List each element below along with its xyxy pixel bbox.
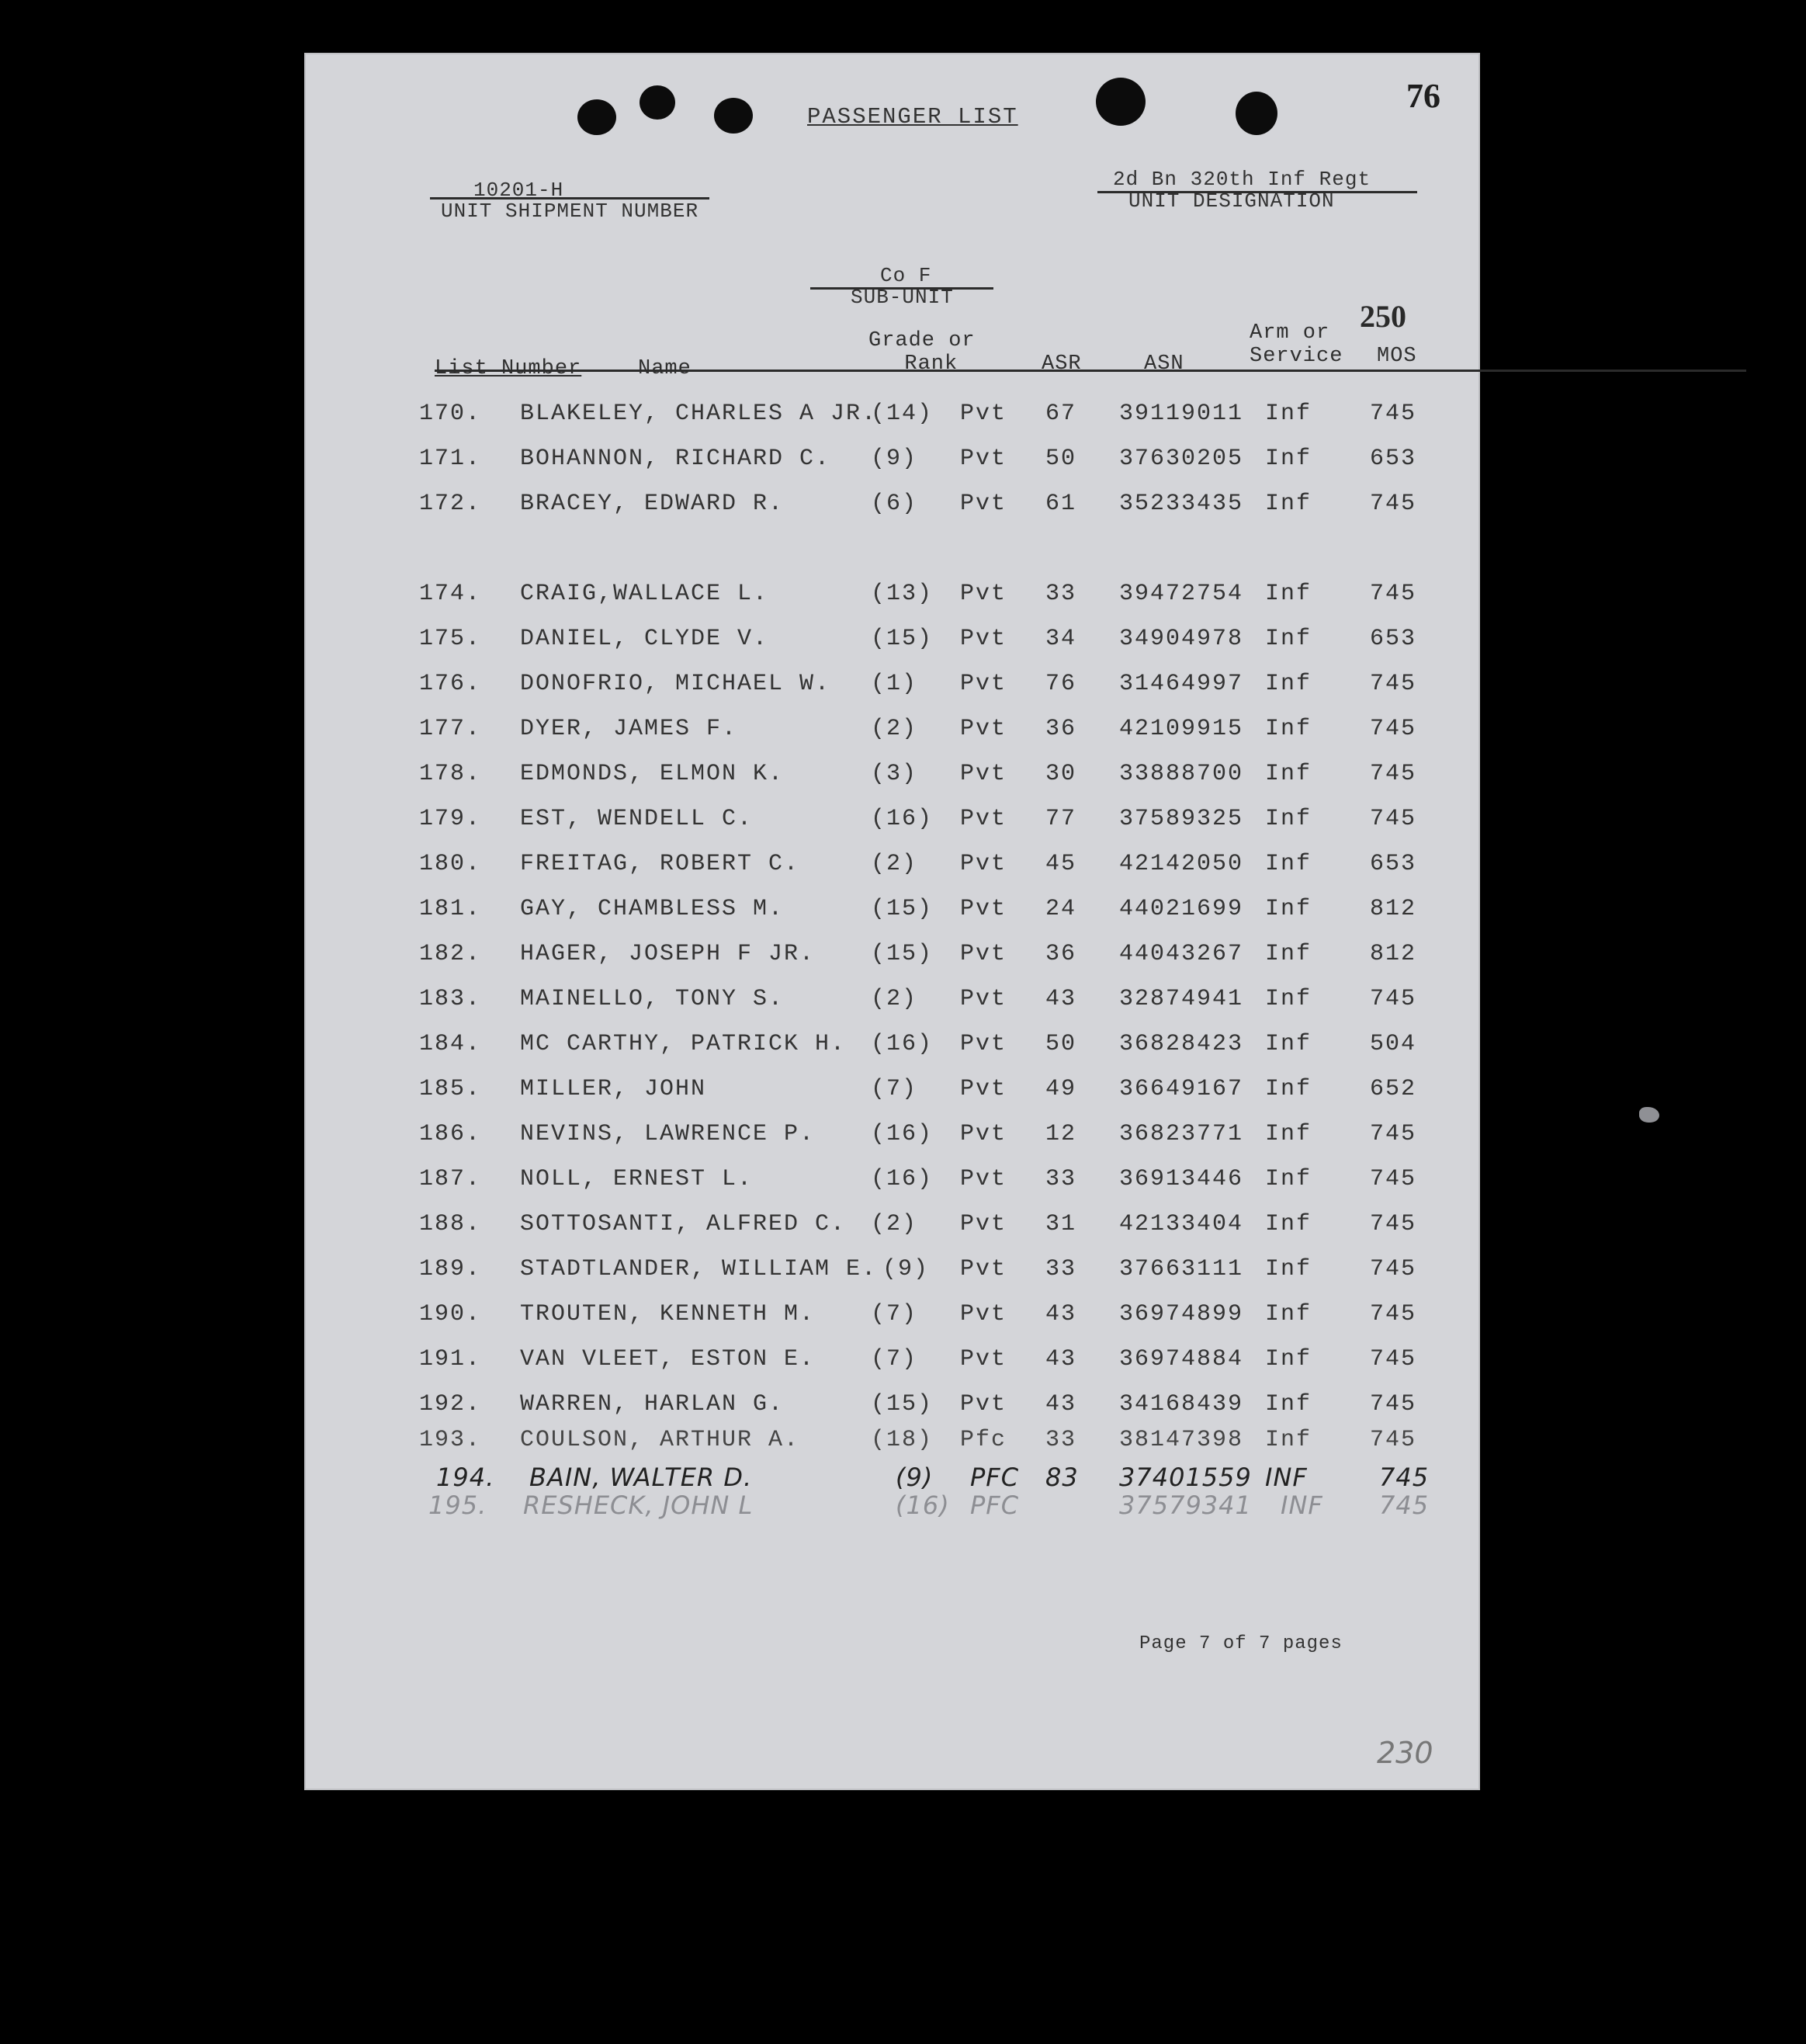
cell-list-number: 191. xyxy=(419,1346,482,1372)
sub-unit-value: Co F xyxy=(810,264,993,290)
cell-arm: Inf xyxy=(1265,1256,1312,1282)
sub-unit-label: SUB-UNIT xyxy=(851,286,954,309)
cell-arm: INF xyxy=(1281,1490,1323,1520)
cell-mos: 653 xyxy=(1370,626,1417,652)
cell-arm: Inf xyxy=(1265,1346,1312,1372)
cell-mos: 745 xyxy=(1370,1427,1417,1453)
table-row xyxy=(304,1166,1480,1197)
cell-grade: (15) xyxy=(871,1391,934,1418)
col-header-asr: ASR xyxy=(1042,352,1082,376)
cell-list-number: 181. xyxy=(419,896,482,922)
shipment-number-label: UNIT SHIPMENT NUMBER xyxy=(430,197,709,224)
cell-grade: (9) xyxy=(896,1463,934,1492)
cell-asr: 43 xyxy=(1045,1301,1077,1327)
cell-rank: Pvt xyxy=(960,941,1007,967)
cell-arm: Inf xyxy=(1265,986,1312,1012)
cell-name: DANIEL, CLYDE V. xyxy=(520,626,769,652)
table-row xyxy=(304,1427,1480,1458)
cell-mos: 745 xyxy=(1370,491,1417,517)
cell-rank: Pvt xyxy=(960,986,1007,1012)
cell-name: NOLL, ERNEST L. xyxy=(520,1166,754,1192)
cell-asr: 33 xyxy=(1045,1427,1077,1453)
cell-list-number: 195. xyxy=(428,1490,487,1520)
cell-list-number: 177. xyxy=(419,716,482,742)
col-header-grade xyxy=(868,329,976,376)
cell-rank: Pvt xyxy=(960,401,1007,427)
scan-smudge xyxy=(1639,1107,1659,1123)
table-row-handwritten xyxy=(304,1490,1480,1522)
cell-mos: 745 xyxy=(1370,1346,1417,1372)
cell-arm: Inf xyxy=(1265,761,1312,787)
cell-asn: 31464997 xyxy=(1119,671,1244,697)
cell-arm: Inf xyxy=(1265,1166,1312,1192)
cell-mos: 745 xyxy=(1370,716,1417,742)
cell-arm: Inf xyxy=(1265,581,1312,607)
cell-list-number: 170. xyxy=(419,401,482,427)
cell-list-number: 188. xyxy=(419,1211,482,1237)
header-rule xyxy=(435,370,1746,372)
cell-asn: 33888700 xyxy=(1119,761,1244,787)
cell-name: NEVINS, LAWRENCE P. xyxy=(520,1121,816,1147)
cell-mos: 504 xyxy=(1370,1031,1417,1057)
cell-arm: Inf xyxy=(1265,671,1312,697)
cell-arm: Inf xyxy=(1265,716,1312,742)
cell-list-number: 172. xyxy=(419,491,482,517)
cell-asn: 38147398 xyxy=(1119,1427,1244,1453)
table-row xyxy=(304,671,1480,702)
cell-asr: 36 xyxy=(1045,941,1077,967)
cell-asr: 43 xyxy=(1045,1391,1077,1418)
cell-name: HAGER, JOSEPH F JR. xyxy=(520,941,816,967)
cell-arm: Inf xyxy=(1265,896,1312,922)
cell-grade: (18) xyxy=(871,1427,934,1453)
cell-grade: (15) xyxy=(871,626,934,652)
punch-hole xyxy=(1096,78,1146,126)
shipment-number-value: 10201-H xyxy=(473,179,564,202)
cell-list-number: 171. xyxy=(419,446,482,472)
cell-name: MC CARTHY, PATRICK H. xyxy=(520,1031,847,1057)
cell-asr: 43 xyxy=(1045,986,1077,1012)
cell-mos: 745 xyxy=(1370,1301,1417,1327)
cell-asr: 30 xyxy=(1045,761,1077,787)
page-stamp: 76 xyxy=(1406,77,1440,115)
cell-asn: 36913446 xyxy=(1119,1166,1244,1192)
cell-name: DONOFRIO, MICHAEL W. xyxy=(520,671,831,697)
punch-hole xyxy=(714,98,753,134)
cell-asr: 50 xyxy=(1045,446,1077,472)
cell-grade: (16) xyxy=(871,806,934,832)
cell-mos: 812 xyxy=(1370,896,1417,922)
cell-arm: Inf xyxy=(1265,941,1312,967)
cell-rank: Pvt xyxy=(960,446,1007,472)
cell-grade: (2) xyxy=(871,1211,918,1237)
cell-mos: 653 xyxy=(1370,851,1417,877)
cell-grade: (7) xyxy=(871,1346,918,1372)
table-row xyxy=(304,1391,1480,1422)
cell-mos: 745 xyxy=(1370,1391,1417,1418)
cell-arm: Inf xyxy=(1265,1031,1312,1057)
cell-arm: Inf xyxy=(1265,1391,1312,1418)
cell-grade: (16) xyxy=(871,1121,934,1147)
cell-rank: Pvt xyxy=(960,1346,1007,1372)
cell-arm: Inf xyxy=(1265,491,1312,517)
cell-mos: 745 xyxy=(1370,986,1417,1012)
unit-designation-value: 2d Bn 320th Inf Regt xyxy=(1097,168,1417,193)
table-row-handwritten xyxy=(304,1463,1480,1494)
cell-list-number: 192. xyxy=(419,1391,482,1418)
cell-mos: 745 xyxy=(1370,581,1417,607)
cell-rank: Pvt xyxy=(960,1301,1007,1327)
cell-grade: (15) xyxy=(871,941,934,967)
table-row xyxy=(304,941,1480,972)
cell-rank: Pvt xyxy=(960,1211,1007,1237)
passenger-list-document xyxy=(304,53,1480,1790)
cell-asr: 12 xyxy=(1045,1121,1077,1147)
col-header-list-number: List Number xyxy=(435,357,582,380)
cell-grade: (2) xyxy=(871,716,918,742)
unit-designation-label: UNIT DESIGNATION xyxy=(1128,189,1335,213)
cell-asr: 50 xyxy=(1045,1031,1077,1057)
document-title: PASSENGER LIST xyxy=(807,104,1018,130)
cell-mos: 745 xyxy=(1379,1463,1430,1492)
cell-asn: 37589325 xyxy=(1119,806,1244,832)
cell-name: GAY, CHAMBLESS M. xyxy=(520,896,785,922)
cell-rank: Pvt xyxy=(960,1256,1007,1282)
cell-asr: 77 xyxy=(1045,806,1077,832)
cell-asn: 37663111 xyxy=(1119,1256,1244,1282)
cell-grade: (15) xyxy=(871,896,934,922)
cell-rank: Pvt xyxy=(960,1031,1007,1057)
cell-asn: 36974899 xyxy=(1119,1301,1244,1327)
table-row xyxy=(304,1346,1480,1377)
cell-name: WARREN, HARLAN G. xyxy=(520,1391,785,1418)
table-row xyxy=(304,986,1480,1017)
cell-arm: Inf xyxy=(1265,1076,1312,1102)
cell-grade: (6) xyxy=(871,491,918,517)
cell-asn: 39119011 xyxy=(1119,401,1244,427)
table-row xyxy=(304,851,1480,882)
cell-list-number: 190. xyxy=(419,1301,482,1327)
cell-asn: 34904978 xyxy=(1119,626,1244,652)
cell-grade: (16) xyxy=(871,1031,934,1057)
cell-asn: 36823771 xyxy=(1119,1121,1244,1147)
cell-asr: 36 xyxy=(1045,716,1077,742)
cell-asn: 37579341 xyxy=(1119,1490,1252,1520)
col-header-grade-line1: Grade or xyxy=(868,329,976,352)
cell-rank: Pvt xyxy=(960,896,1007,922)
cell-list-number: 175. xyxy=(419,626,482,652)
cell-name: STADTLANDER, WILLIAM E. xyxy=(520,1256,878,1282)
col-header-arm xyxy=(1250,321,1343,368)
cell-rank: Pvt xyxy=(960,626,1007,652)
cell-grade: (3) xyxy=(871,761,918,787)
punch-hole xyxy=(1236,92,1277,135)
cell-asn: 44021699 xyxy=(1119,896,1244,922)
col-header-grade-line2: Rank xyxy=(904,352,958,376)
cell-list-number: 185. xyxy=(419,1076,482,1102)
cell-mos: 745 xyxy=(1370,761,1417,787)
cell-asr: 33 xyxy=(1045,581,1077,607)
cell-grade: (14) xyxy=(871,401,934,427)
punch-hole xyxy=(577,99,616,135)
cell-arm: Inf xyxy=(1265,1427,1312,1453)
cell-arm: Inf xyxy=(1265,1301,1312,1327)
cell-grade: (2) xyxy=(871,986,918,1012)
cell-asn: 36974884 xyxy=(1119,1346,1244,1372)
cell-grade: (16) xyxy=(896,1490,950,1520)
cell-rank: Pvt xyxy=(960,806,1007,832)
count-stamp: 250 xyxy=(1360,299,1406,334)
table-row xyxy=(304,1301,1480,1332)
page-number-footer: Page 7 of 7 pages xyxy=(1139,1633,1343,1654)
cell-name: MAINELLO, TONY S. xyxy=(520,986,785,1012)
cell-mos: 745 xyxy=(1370,1256,1417,1282)
cell-rank: Pvt xyxy=(960,1121,1007,1147)
cell-asr: 45 xyxy=(1045,851,1077,877)
table-row xyxy=(304,446,1480,477)
cell-list-number: 178. xyxy=(419,761,482,787)
punch-hole xyxy=(640,85,675,120)
cell-rank: Pvt xyxy=(960,491,1007,517)
cell-asn: 39472754 xyxy=(1119,581,1244,607)
cell-arm: Inf xyxy=(1265,626,1312,652)
cell-asr: 76 xyxy=(1045,671,1077,697)
cell-rank: Pvt xyxy=(960,581,1007,607)
cell-asr: 33 xyxy=(1045,1166,1077,1192)
cell-rank: Pvt xyxy=(960,671,1007,697)
cell-asn: 36649167 xyxy=(1119,1076,1244,1102)
cell-asr: 43 xyxy=(1045,1346,1077,1372)
cell-asr: 31 xyxy=(1045,1211,1077,1237)
cell-list-number: 186. xyxy=(419,1121,482,1147)
cell-arm: Inf xyxy=(1265,806,1312,832)
cell-arm: Inf xyxy=(1265,401,1312,427)
cell-grade: (7) xyxy=(871,1076,918,1102)
cell-asr: 33 xyxy=(1045,1256,1077,1282)
cell-mos: 745 xyxy=(1370,671,1417,697)
cell-list-number: 182. xyxy=(419,941,482,967)
cell-name: COULSON, ARTHUR A. xyxy=(520,1427,800,1453)
cell-asr: 49 xyxy=(1045,1076,1077,1102)
table-row xyxy=(304,1031,1480,1062)
cell-asn: 42142050 xyxy=(1119,851,1244,877)
cell-asn: 37630205 xyxy=(1119,446,1244,472)
col-header-mos: MOS xyxy=(1377,345,1417,368)
table-row xyxy=(304,806,1480,837)
cell-name: MILLER, JOHN xyxy=(520,1076,707,1102)
cell-list-number: 176. xyxy=(419,671,482,697)
col-header-arm-line1: Arm or xyxy=(1250,321,1330,345)
cell-arm: Inf xyxy=(1265,446,1312,472)
cell-name: BAIN, WALTER D. xyxy=(529,1463,753,1492)
col-header-asn: ASN xyxy=(1144,352,1184,376)
table-row xyxy=(304,626,1480,657)
cell-name: RESHECK, JOHN L xyxy=(523,1490,754,1520)
cell-mos: 652 xyxy=(1370,1076,1417,1102)
cell-rank: PFC xyxy=(970,1490,1020,1520)
cell-arm: INF xyxy=(1265,1463,1308,1492)
cell-list-number: 183. xyxy=(419,986,482,1012)
cell-name: DYER, JAMES F. xyxy=(520,716,738,742)
cell-list-number: 189. xyxy=(419,1256,482,1282)
cell-asn: 32874941 xyxy=(1119,986,1244,1012)
cell-list-number: 184. xyxy=(419,1031,482,1057)
cell-rank: Pvt xyxy=(960,1166,1007,1192)
cell-name: VAN VLEET, ESTON E. xyxy=(520,1346,816,1372)
cell-grade: (16) xyxy=(871,1166,934,1192)
col-header-arm-line2: Service xyxy=(1250,345,1343,368)
cell-list-number: 193. xyxy=(419,1427,482,1453)
cell-arm: Inf xyxy=(1265,1211,1312,1237)
cell-asr: 67 xyxy=(1045,401,1077,427)
cell-mos: 745 xyxy=(1370,806,1417,832)
table-row xyxy=(304,1211,1480,1242)
cell-list-number: 194. xyxy=(436,1463,495,1492)
cell-list-number: 180. xyxy=(419,851,482,877)
cell-name: SOTTOSANTI, ALFRED C. xyxy=(520,1211,847,1237)
table-row xyxy=(304,761,1480,792)
cell-rank: Pvt xyxy=(960,761,1007,787)
cell-asr: 83 xyxy=(1045,1463,1079,1492)
cell-name: BOHANNON, RICHARD C. xyxy=(520,446,831,472)
col-header-name: Name xyxy=(638,357,692,380)
cell-asn: 42109915 xyxy=(1119,716,1244,742)
cell-rank: Pfc xyxy=(960,1427,1007,1453)
cell-asn: 35233435 xyxy=(1119,491,1244,517)
table-row xyxy=(304,1256,1480,1287)
cell-mos: 745 xyxy=(1370,1121,1417,1147)
cell-grade: (13) xyxy=(871,581,934,607)
cell-rank: Pvt xyxy=(960,1076,1007,1102)
cell-mos: 745 xyxy=(1370,1166,1417,1192)
table-row xyxy=(304,716,1480,747)
cell-mos: 653 xyxy=(1370,446,1417,472)
cell-grade: (7) xyxy=(871,1301,918,1327)
cell-mos: 745 xyxy=(1370,401,1417,427)
cell-name: CRAIG,WALLACE L. xyxy=(520,581,769,607)
cell-asn: 37401559 xyxy=(1119,1463,1252,1492)
cell-grade: (9) xyxy=(871,446,918,472)
cell-list-number: 187. xyxy=(419,1166,482,1192)
cell-grade: (1) xyxy=(871,671,918,697)
pencil-annotation: 230 xyxy=(1377,1736,1433,1770)
cell-rank: Pvt xyxy=(960,851,1007,877)
cell-rank: PFC xyxy=(970,1463,1020,1492)
table-row xyxy=(304,491,1480,522)
table-row xyxy=(304,581,1480,612)
table-row xyxy=(304,401,1480,432)
table-row xyxy=(304,896,1480,927)
cell-name: FREITAG, ROBERT C. xyxy=(520,851,800,877)
cell-name: TROUTEN, KENNETH M. xyxy=(520,1301,816,1327)
cell-name: BRACEY, EDWARD R. xyxy=(520,491,785,517)
cell-list-number: 174. xyxy=(419,581,482,607)
cell-rank: Pvt xyxy=(960,716,1007,742)
cell-list-number: 179. xyxy=(419,806,482,832)
table-row xyxy=(304,1121,1480,1152)
cell-grade: (2) xyxy=(871,851,918,877)
cell-asr: 34 xyxy=(1045,626,1077,652)
cell-asr: 61 xyxy=(1045,491,1077,517)
cell-name: EST, WENDELL C. xyxy=(520,806,754,832)
cell-asn: 42133404 xyxy=(1119,1211,1244,1237)
cell-mos: 812 xyxy=(1370,941,1417,967)
cell-rank: Pvt xyxy=(960,1391,1007,1418)
cell-mos: 745 xyxy=(1379,1490,1430,1520)
cell-asn: 36828423 xyxy=(1119,1031,1244,1057)
cell-asn: 34168439 xyxy=(1119,1391,1244,1418)
cell-asn: 44043267 xyxy=(1119,941,1244,967)
cell-arm: Inf xyxy=(1265,1121,1312,1147)
cell-name: BLAKELEY, CHARLES A JR. xyxy=(520,401,878,427)
cell-name: EDMONDS, ELMON K. xyxy=(520,761,785,787)
cell-grade: (9) xyxy=(882,1256,930,1282)
cell-mos: 745 xyxy=(1370,1211,1417,1237)
cell-arm: Inf xyxy=(1265,851,1312,877)
table-row xyxy=(304,1076,1480,1107)
cell-asr: 24 xyxy=(1045,896,1077,922)
